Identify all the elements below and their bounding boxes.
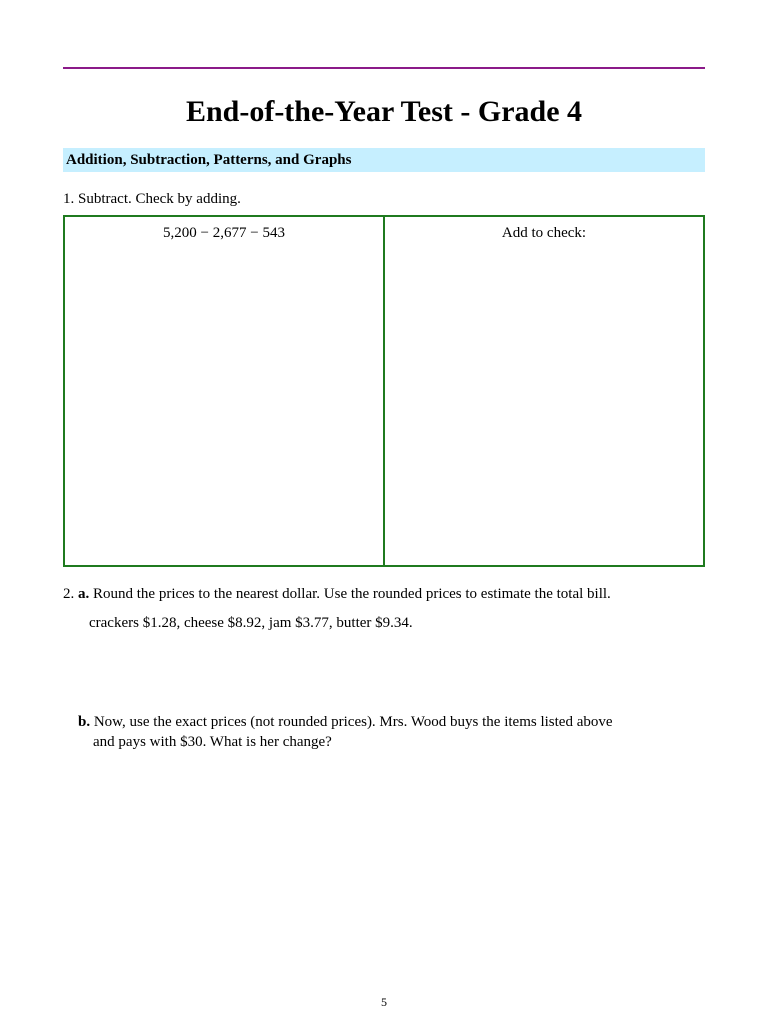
page-title: End-of-the-Year Test - Grade 4: [185, 95, 583, 128]
question-2a-price-list: crackers $1.28, cheese $8.92, jam $3.77, butter $9.34.: [89, 615, 413, 631]
top-rule: [63, 67, 705, 69]
addition-check-work-area[interactable]: [385, 217, 703, 565]
question-2a-prompt: [63, 584, 611, 604]
question-2b-prompt: [78, 712, 638, 752]
question-1-text: Subtract. Check by adding.: [78, 191, 241, 207]
subtraction-expression: 5,200 − 2,677 − 543: [163, 225, 285, 241]
question-1-prompt: [63, 189, 241, 209]
section-title: Addition, Subtraction, Patterns, and Graphs: [66, 152, 352, 168]
add-to-check-label: Add to check:: [501, 225, 587, 241]
question-2a-label: a.: [78, 586, 90, 602]
question-2b-line-1: [78, 712, 638, 732]
question-1-number: 1.: [63, 191, 75, 207]
question-2-number: 2.: [63, 586, 75, 602]
question-1-work-table: [63, 215, 705, 567]
subtraction-work-area[interactable]: [65, 217, 385, 565]
page-number: 5: [381, 995, 387, 1009]
question-2b-text-line-2: and pays with $30. What is her change?: [93, 734, 332, 750]
section-header-bar: [63, 148, 705, 172]
question-2b-label: b.: [78, 714, 91, 730]
question-2a-text: Round the prices to the nearest dollar. Use the rounded prices to estimate the total bill.: [93, 586, 611, 602]
question-2b-text-line-1: Now, use the exact prices (not rounded prices). Mrs. Wood buys the items listed above: [93, 714, 613, 730]
